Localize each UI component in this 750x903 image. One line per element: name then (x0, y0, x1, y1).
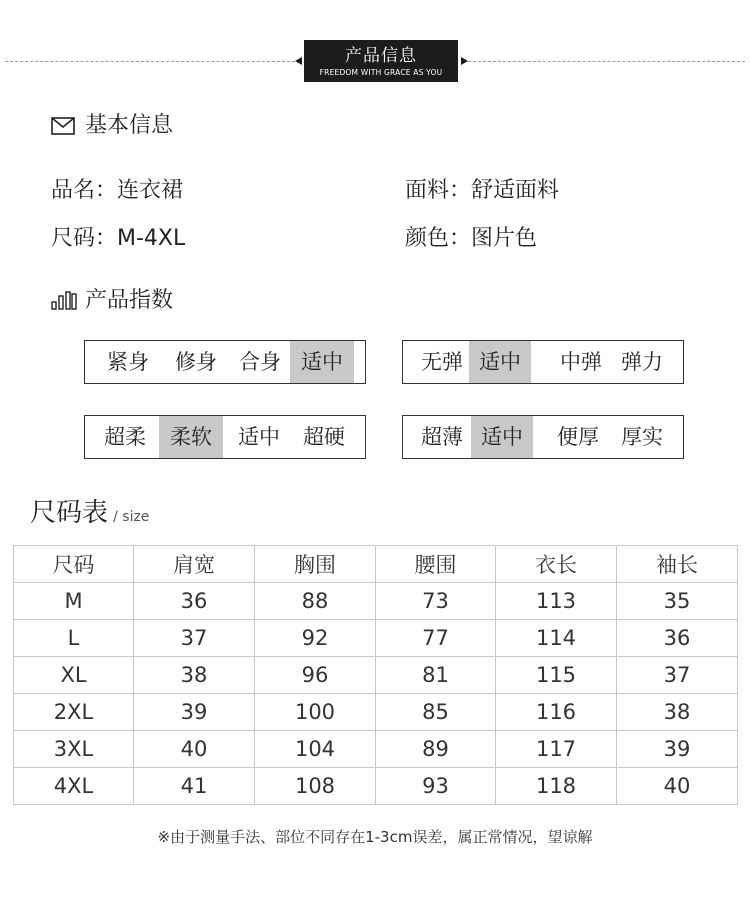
size-row (51, 224, 185, 254)
table-cell: XL (14, 657, 134, 694)
table-cell: 115 (496, 657, 617, 694)
table-cell: 85 (376, 694, 496, 731)
index-elasticity-box (402, 340, 684, 384)
index-thickness-option: 超薄 (421, 425, 463, 449)
index-softness-option-selected: 柔软 (159, 416, 223, 458)
table-cell: 108 (255, 768, 376, 805)
table-cell: 88 (255, 583, 376, 620)
table-cell: 39 (617, 731, 738, 768)
table-cell: 92 (255, 620, 376, 657)
size-table (13, 545, 738, 805)
table-row (14, 768, 738, 805)
column-header: 胸围 (255, 546, 376, 583)
triangle-right-icon (461, 57, 468, 65)
index-thickness-option-selected: 适中 (471, 416, 533, 458)
index-softness-box (84, 415, 366, 459)
index-thickness-box (402, 415, 684, 459)
column-header: 腰围 (376, 546, 496, 583)
index-fit-option: 紧身 (107, 350, 149, 374)
index-thickness-option: 厚实 (621, 425, 663, 449)
table-cell: 38 (617, 694, 738, 731)
table-row (14, 620, 738, 657)
table-cell: 117 (496, 731, 617, 768)
index-elasticity-option: 无弹 (421, 350, 463, 374)
table-cell: 36 (134, 583, 255, 620)
index-fit-option: 合身 (239, 350, 281, 374)
fabric-value: 舒适面料 (471, 178, 560, 203)
table-cell: 40 (617, 768, 738, 805)
table-cell: 113 (496, 583, 617, 620)
header-divider-left (5, 61, 295, 62)
name-value: 连衣裙 (117, 178, 184, 203)
color-value: 图片色 (471, 226, 538, 251)
table-cell: 3XL (14, 731, 134, 768)
index-elasticity-option: 弹力 (621, 350, 663, 374)
table-cell: L (14, 620, 134, 657)
table-cell: 114 (496, 620, 617, 657)
index-softness-option: 超硬 (303, 425, 345, 449)
table-cell: M (14, 583, 134, 620)
table-cell: 100 (255, 694, 376, 731)
basic-info-heading: 基本信息 (85, 113, 174, 138)
table-cell: 36 (617, 620, 738, 657)
table-cell: 96 (255, 657, 376, 694)
table-cell: 89 (376, 731, 496, 768)
size-chart-subtitle: / size (113, 509, 150, 525)
table-cell: 2XL (14, 694, 134, 731)
envelope-icon (51, 117, 75, 135)
table-row (14, 583, 738, 620)
table-cell: 41 (134, 768, 255, 805)
color-label: 颜色： (405, 226, 472, 251)
fabric-row (405, 176, 559, 206)
name-row (51, 176, 183, 206)
size-chart-heading (30, 497, 149, 529)
table-cell: 40 (134, 731, 255, 768)
column-header: 袖长 (617, 546, 738, 583)
index-softness-option: 超柔 (104, 425, 146, 449)
header-title: 产品信息 (345, 46, 417, 66)
bar-chart-icon (51, 290, 77, 310)
table-cell: 104 (255, 731, 376, 768)
column-header: 尺码 (14, 546, 134, 583)
table-cell: 39 (134, 694, 255, 731)
index-thickness-option: 便厚 (557, 425, 599, 449)
header-banner (304, 40, 458, 82)
product-index-heading: 产品指数 (85, 288, 174, 313)
table-cell: 37 (617, 657, 738, 694)
table-row (14, 694, 738, 731)
header-subtitle: FREEDOM WITH GRACE AS YOU (319, 68, 443, 77)
color-row (405, 224, 537, 254)
measurement-note: ※由于测量手法、部位不同存在1-3cm误差，属正常情况，望谅解 (157, 828, 593, 846)
table-cell: 93 (376, 768, 496, 805)
table-cell: 73 (376, 583, 496, 620)
name-label: 品名： (51, 178, 118, 203)
fabric-label: 面料： (405, 178, 472, 203)
table-row (14, 657, 738, 694)
index-softness-option: 适中 (238, 425, 280, 449)
table-header-row (14, 546, 738, 583)
table-cell: 38 (134, 657, 255, 694)
triangle-left-icon (295, 57, 302, 65)
size-value: M-4XL (117, 226, 186, 251)
size-chart-title: 尺码表 (30, 498, 109, 528)
size-label: 尺码： (51, 226, 118, 251)
index-elasticity-option: 中弹 (560, 350, 602, 374)
table-cell: 35 (617, 583, 738, 620)
table-cell: 81 (376, 657, 496, 694)
table-cell: 77 (376, 620, 496, 657)
table-cell: 4XL (14, 768, 134, 805)
table-cell: 118 (496, 768, 617, 805)
index-fit-box (84, 340, 366, 384)
table-cell: 116 (496, 694, 617, 731)
index-fit-option: 修身 (175, 350, 217, 374)
column-header: 肩宽 (134, 546, 255, 583)
column-header: 衣长 (496, 546, 617, 583)
table-cell: 37 (134, 620, 255, 657)
index-elasticity-option-selected: 适中 (469, 341, 531, 383)
table-row (14, 731, 738, 768)
index-fit-option-selected: 适中 (290, 341, 354, 383)
header-divider-right (468, 61, 745, 62)
